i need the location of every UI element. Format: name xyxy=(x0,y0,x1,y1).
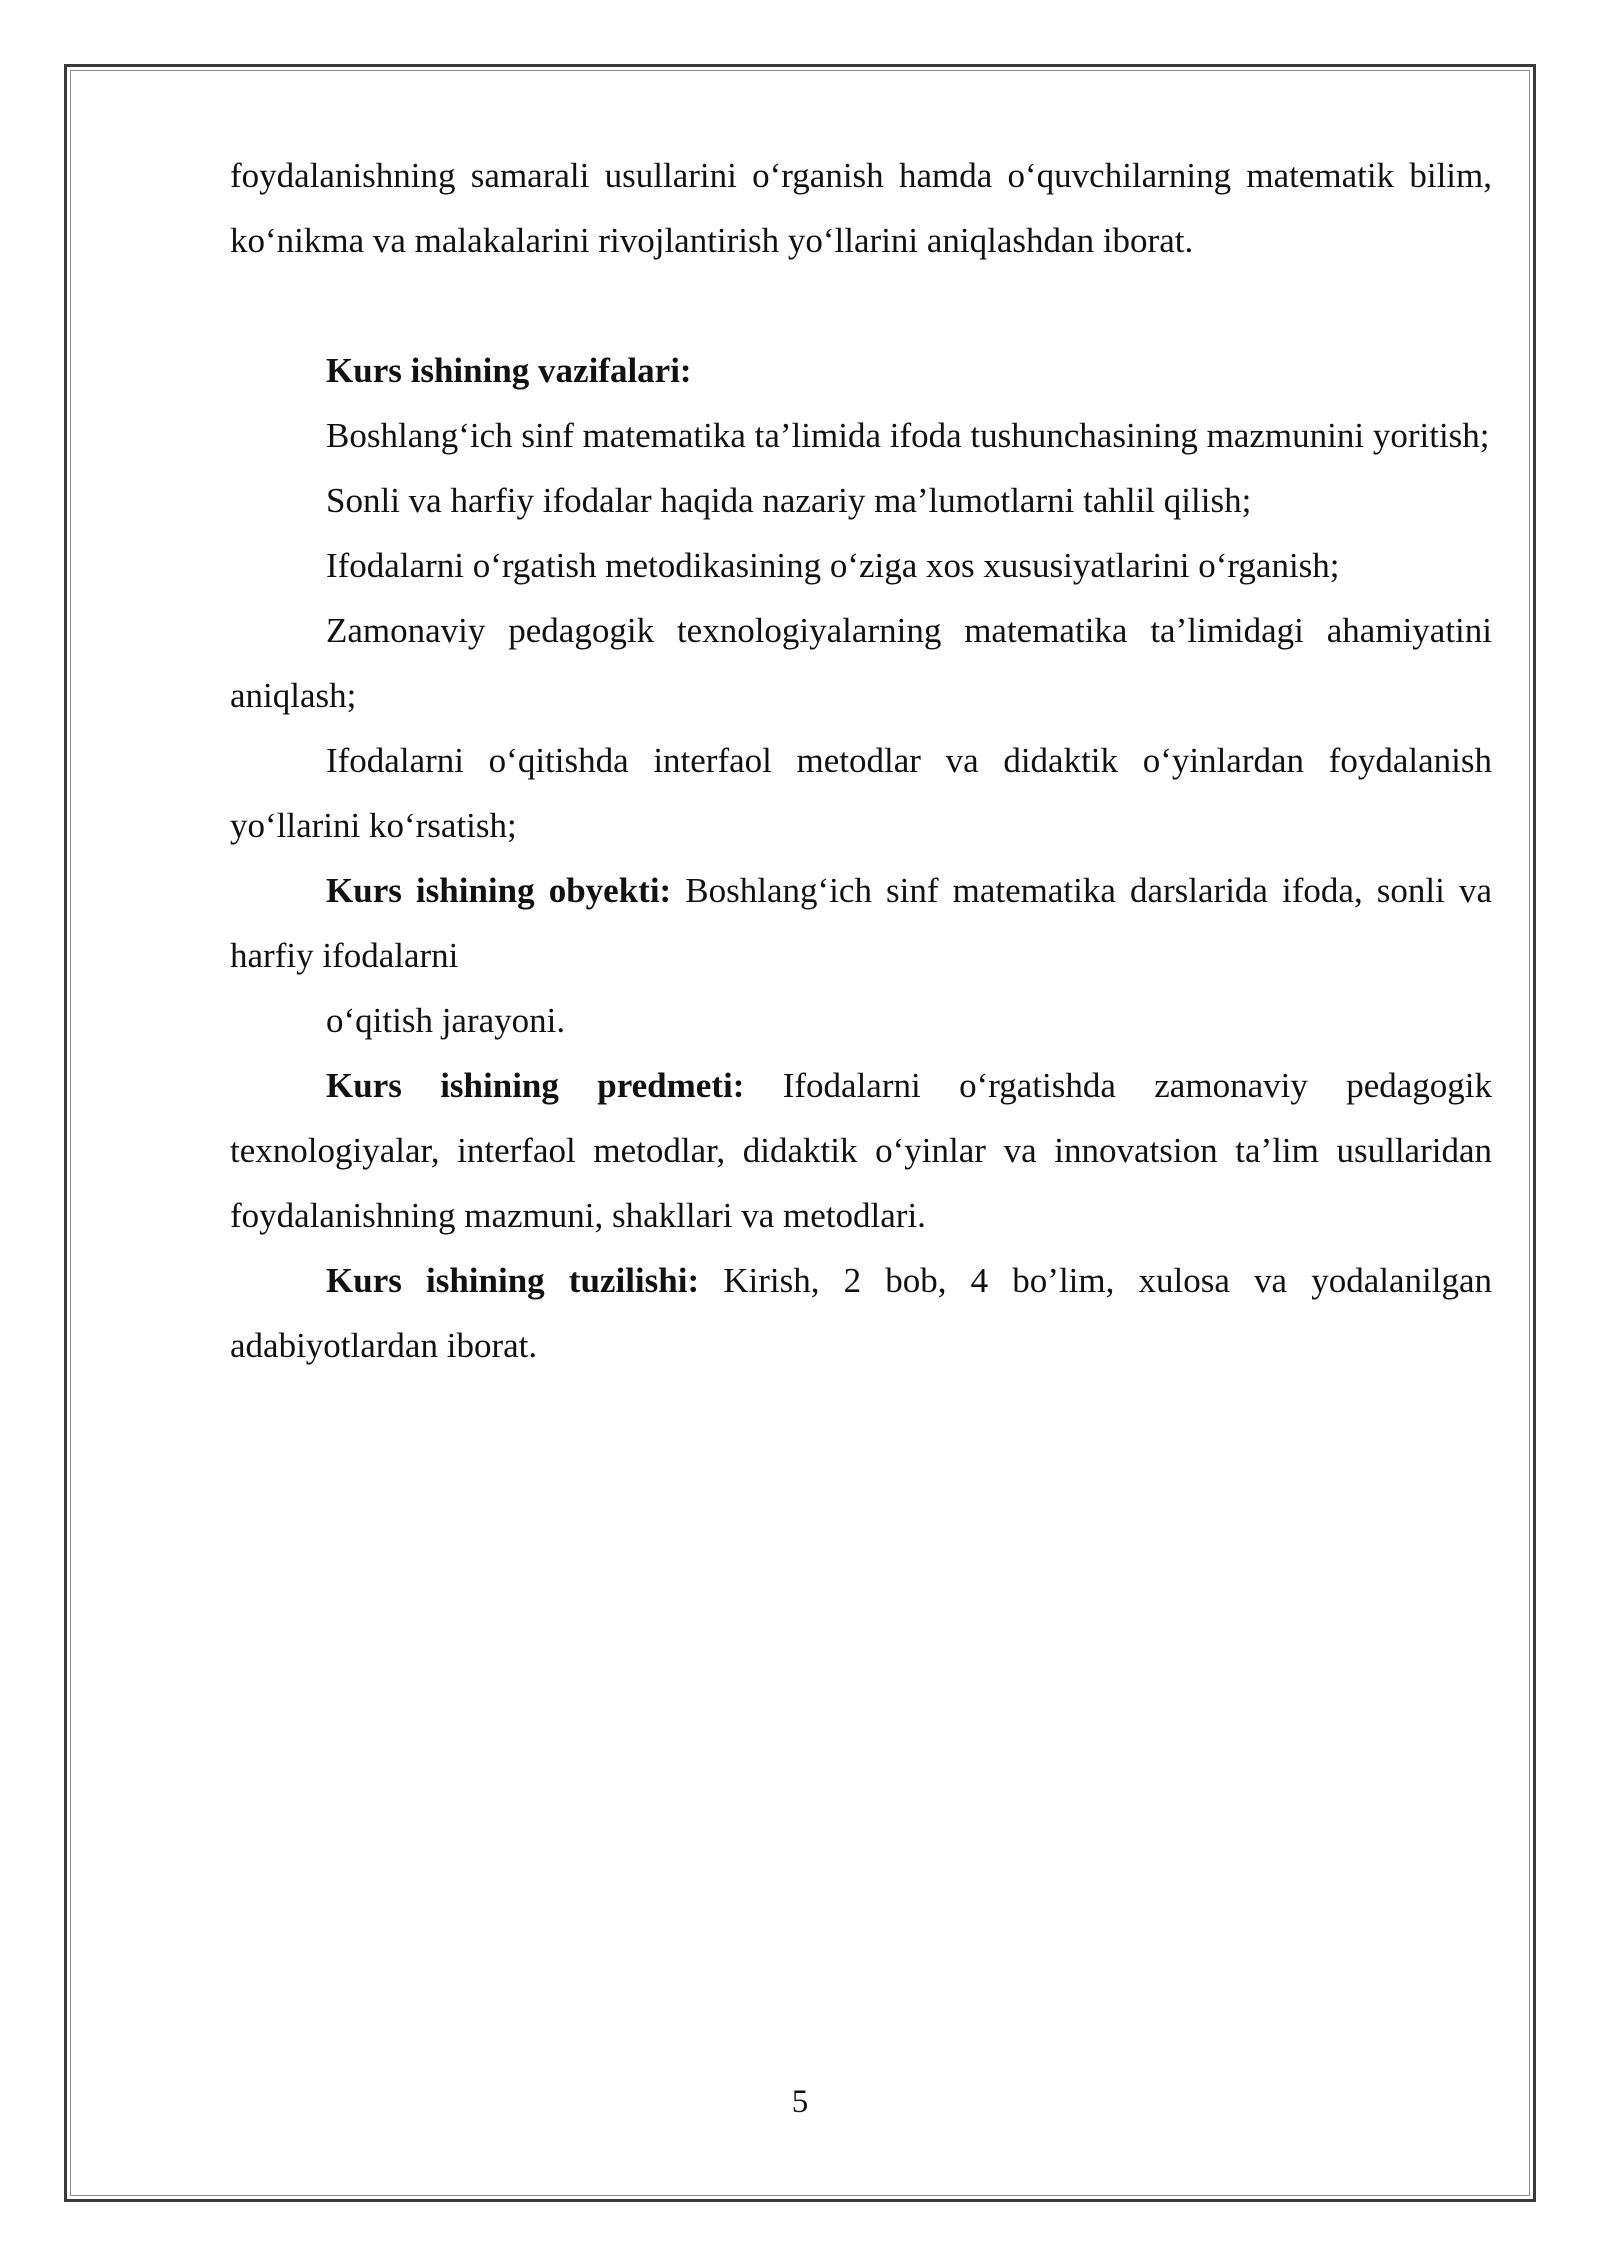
task-item: Ifodalarni o‘qitishda interfaol metodlar va didaktik o‘yinlardan foydalanish yo‘llarini ko‘rsatish; xyxy=(230,741,1492,845)
structure-label: Kurs ishining tuzilishi: xyxy=(326,1261,700,1300)
document-body xyxy=(230,143,1492,1378)
task-item: Sonli va harfiy ifodalar haqida nazariy ma’lumotlarni tahlil qilish; xyxy=(326,481,1252,520)
object-continuation: o‘qitish jarayoni. xyxy=(326,1001,566,1040)
object-text: Boshlang‘ich sinf matematika darslarida ifoda, sonli va harfiy ifodalarni xyxy=(230,871,1492,975)
intro-paragraph: foydalanishning samarali usullarini o‘rganish hamda o‘quvchilarning matematik bilim, ko‘nikma va malakalarini rivojlantirish yo‘llarini aniqlashdan iborat. xyxy=(230,156,1492,260)
paragraph-gap xyxy=(230,273,1492,338)
structure-paragraph xyxy=(230,1248,1492,1378)
object-paragraph xyxy=(230,858,1492,988)
page-number: 5 xyxy=(791,2084,809,2120)
task-item: Boshlang‘ich sinf matematika ta’limida ifoda tushunchasining mazmunini yoritish; xyxy=(326,416,1490,455)
subject-text: Ifodalarni o‘rgatishda zamonaviy pedagogik texnologiyalar, interfaol metodlar, didaktik o‘yinlar va innovatsion ta’lim usullaridan foydalanishning mazmuni, shakllari va metodlari. xyxy=(230,1066,1492,1235)
structure-text: Kirish, 2 bob, 4 bo’lim, xulosa va yodalanilgan adabiyotlardan iborat. xyxy=(230,1261,1492,1365)
subject-paragraph xyxy=(230,1053,1492,1248)
task-item: Zamonaviy pedagogik texnologiyalarning matematika ta’limidagi ahamiyatini aniqlash; xyxy=(230,611,1492,715)
task-item: Ifodalarni o‘rgatish metodikasining o‘ziga xos xususiyatlarini o‘rganish; xyxy=(326,546,1340,585)
object-label: Kurs ishining obyekti: xyxy=(326,871,672,910)
tasks-heading: Kurs ishining vazifalari: xyxy=(326,351,692,390)
subject-label: Kurs ishining predmeti: xyxy=(326,1066,745,1105)
